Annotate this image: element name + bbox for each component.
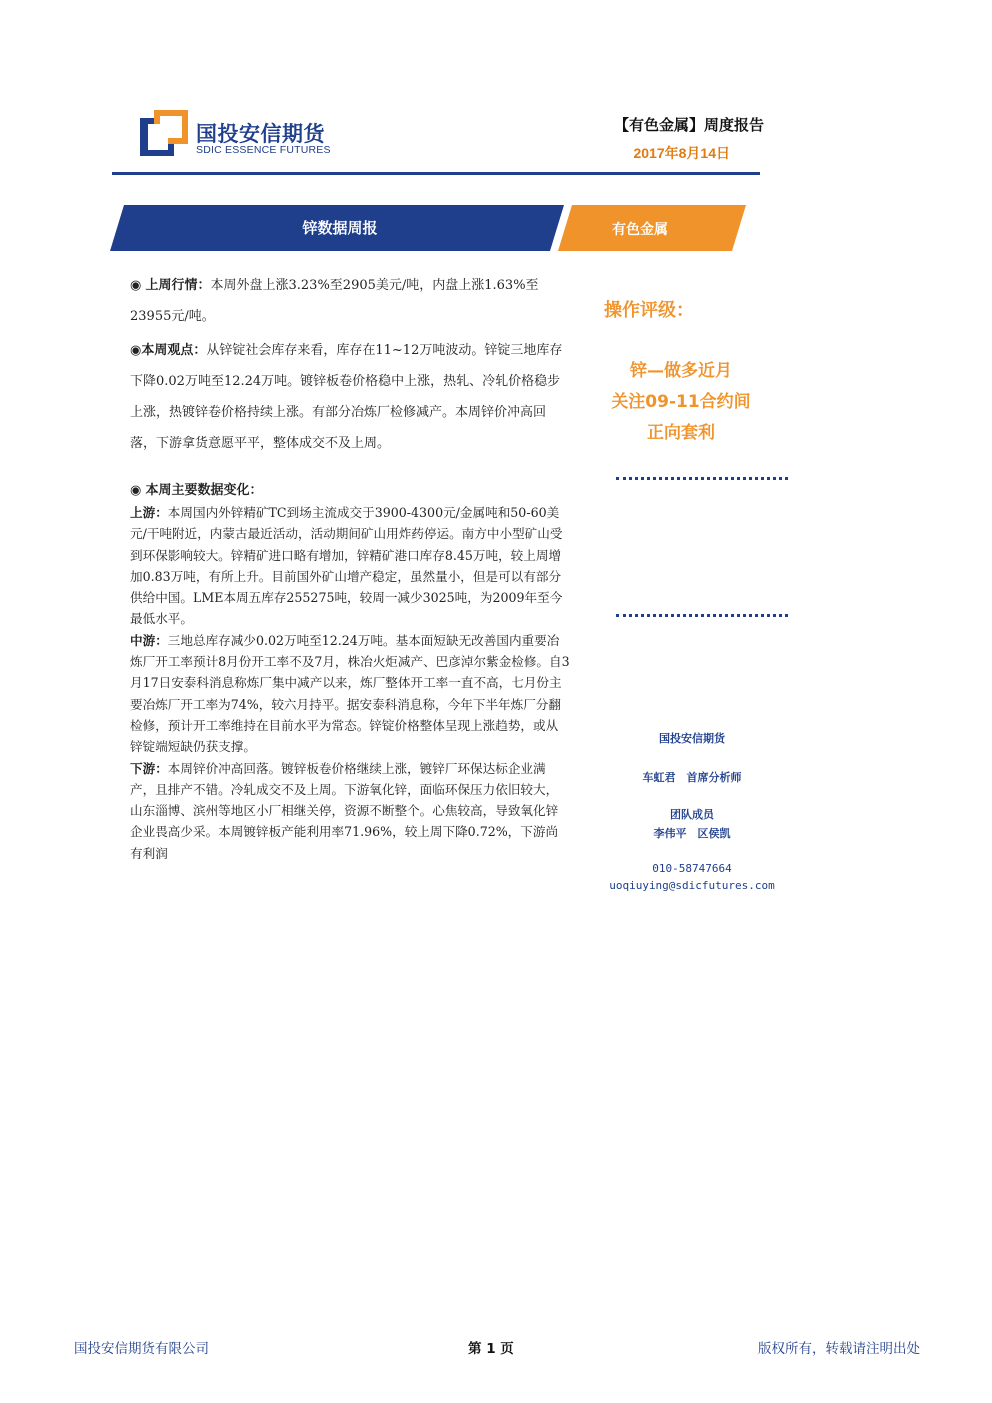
rating-line-1: 锌—做多近月 — [630, 361, 732, 381]
weekly-view-label: 本周观点： — [141, 343, 207, 358]
footer-page-number: 第 1 页 — [468, 1341, 514, 1357]
report-type: 【有色金属】周度报告 — [613, 116, 764, 134]
bullet-icon: ◉ — [130, 278, 142, 293]
midstream-label: 中游： — [130, 632, 168, 648]
downstream-label: 下游： — [130, 760, 168, 776]
upstream-text: 本周国内外锌精矿TC到场主流成交于3900-4300元/金属吨和50-60美元/干吨附近，内蒙古最近活动，活动期间矿山用炸药停运。南方中小型矿山受到环保影响较大。锌精矿进口略有增加，锌精矿港口库存8.45万吨，较上周增加0.83万吨，有所上升。目前国外矿山增产稳定，虽然量小，但是可以有部分供给中国。LME本周五库存255275吨，较周一减少3025吨，为2009年至今最低水平。 — [130, 505, 563, 627]
downstream-section — [130, 758, 570, 864]
sidebar-phone: 010-58747664 — [652, 862, 732, 875]
dotted-divider — [616, 477, 788, 480]
data-changes-body — [130, 502, 570, 864]
banner-title: 锌数据周报 — [302, 219, 378, 237]
sidebar-email[interactable]: uoqiuying@sdicfutures.com — [609, 879, 775, 892]
logo-chinese-name: 国投安信期货 — [196, 122, 325, 146]
rating-line-2: 关注09-11合约间 — [611, 392, 751, 412]
rating-label: 操作评级： — [604, 300, 694, 321]
bullet-icon: ◉ — [130, 343, 142, 358]
upstream-label: 上游： — [130, 505, 168, 520]
data-changes-heading — [130, 480, 570, 502]
midstream-text: 三地总库存减少0.02万吨至12.24万吨。基本面短缺无改善国内重要冶炼厂开工率预计8月份开工率不及7月，株冶火炬减产、巴彦淖尔紫金检修。自3月17日安泰科消息称炼厂集中减产以来，炼厂整体开工率一直不高，七月份主要冶炼厂开工率为74%，较六月持平。据安泰科消息称，今年下半年炼厂分翻检修，预计开工率维持在目前水平为常态。锌锭价格整体呈现上涨趋势，或从锌锭端短缺仍获支撑。 — [130, 632, 570, 755]
weekly-view — [130, 335, 570, 459]
last-week-label: 上周行情： — [145, 278, 211, 293]
header-divider — [112, 172, 760, 175]
sidebar-team-label: 团队成员 — [670, 808, 714, 821]
weekly-view-text: 从锌锭社会库存来看，库存在11~12万吨波动。锌锭三地库存下降0.02万吨至12.24万吨。镀锌板卷价格稳中上涨，热轧、冷轧价格稳步上涨，热镀锌卷价格持续上涨。有部分冶炼厂检修减产。本周锌价冲高回落，下游拿货意愿平平，整体成交不及上周。 — [130, 343, 563, 451]
rating-line-3: 正向套利 — [647, 423, 715, 443]
last-week-text: 本周外盘上涨3.23%至2905美元/吨，内盘上涨1.63%至23955元/吨。 — [130, 278, 539, 324]
footer-company: 国投安信期货有限公司 — [74, 1341, 209, 1357]
downstream-text: 本周锌价冲高回落。镀锌板卷价格继续上涨，镀锌厂环保达标企业满产，且排产不错。冷轧成交不及上周。下游氧化锌，面临环保压力依旧较大，山东淄博、滨州等地区小厂相继关停，资源不断整个。心焦较高，导致氧化锌企业畏高少采。本周镀锌板产能利用率71.96%，较上周下降0.72%，下游尚有利润 — [130, 760, 559, 861]
midstream-section — [130, 630, 570, 758]
data-changes-title: 本周主要数据变化： — [145, 483, 263, 498]
dotted-divider — [616, 614, 788, 617]
footer-copyright: 版权所有，转载请注明出处 — [758, 1341, 920, 1357]
bullet-icon: ◉ — [130, 483, 142, 498]
report-date: 2017年8月14日 — [633, 145, 730, 161]
upstream-section — [130, 502, 570, 630]
logo-english-name: SDIC ESSENCE FUTURES — [196, 144, 331, 156]
sidebar-company: 国投安信期货 — [659, 732, 725, 745]
banner-category: 有色金属 — [612, 222, 668, 238]
last-week-market — [130, 270, 570, 332]
sidebar-team-members: 李伟平 区侯凯 — [653, 827, 731, 840]
company-logo-icon — [140, 110, 188, 156]
sidebar-analyst: 车虹君 首席分析师 — [642, 771, 742, 784]
